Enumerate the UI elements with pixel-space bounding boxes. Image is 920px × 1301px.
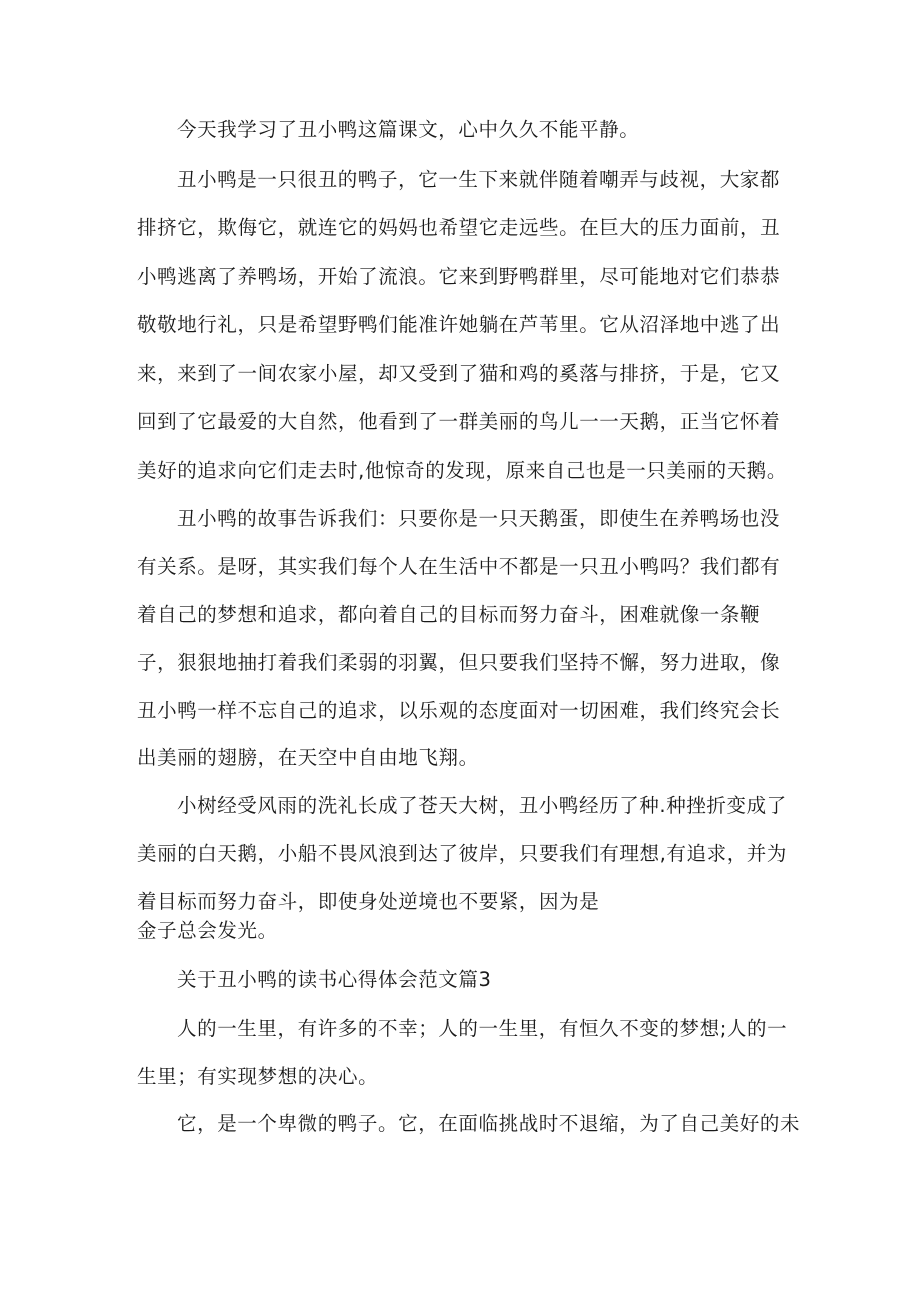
text-line: 丑小鸭一样不忘自己的追求，以乐观的态度面对一切困难，我们终究会长 xyxy=(137,699,781,722)
text-line: 来，来到了一间农家小屋，却又受到了猫和鸡的奚落与排挤，于是，它又 xyxy=(137,362,781,385)
text-line: 小树经受风雨的洗礼长成了苍天大树，丑小鸭经历了种.种挫折变成了 xyxy=(177,794,787,817)
text-line: 丑小鸭的故事告诉我们：只要你是一只天鹅蛋，即使生在养鸭场也没 xyxy=(177,507,781,530)
text-line: 金子总会发光。 xyxy=(137,919,278,942)
text-line: 人的一生里，有许多的不幸；人的一生里，有恒久不变的梦想;人的一 xyxy=(177,1017,788,1040)
text-line: 美丽的白天鹅，小船不畏风浪到达了彼岸，只要我们有理想,有追求，并为 xyxy=(137,842,787,865)
text-line: 小鸭逃离了养鸭场，开始了流浪。它来到野鸭群里，尽可能地对它们恭恭 xyxy=(137,265,781,288)
text-line: 美好的追求向它们走去时,他惊奇的发现，原来自己也是一只美丽的天鹅。 xyxy=(137,459,787,482)
text-line: 排挤它，欺侮它，就连它的妈妈也希望它走远些。在巨大的压力面前，丑 xyxy=(137,216,781,239)
text-line: 它，是一个卑微的鸭子。它，在面临挑战时不退缩，为了自己美好的未 xyxy=(177,1112,801,1135)
text-line: 着目标而努力奋斗，即使身处逆境也不要紧，因为是 xyxy=(137,890,600,913)
text-line: 今天我学习了丑小鸭这篇课文，心中久久不能平静。 xyxy=(177,118,640,141)
text-line: 丑小鸭是一只很丑的鸭子，它一生下来就伴随着嘲弄与歧视，大家都 xyxy=(177,168,781,191)
text-line: 子，狠狠地抽打着我们柔弱的羽翼，但只要我们坚持不懈，努力进取，像 xyxy=(137,651,781,674)
text-line: 有关系。是呀，其实我们每个人在生活中不都是一只丑小鸭吗？我们都有 xyxy=(137,555,781,578)
section-heading: 关于丑小鸭的读书心得体会范文篇3 xyxy=(177,968,492,991)
text-line: 敬敬地行礼，只是希望野鸭们能准许她躺在芦苇里。它从沼泽地中逃了出 xyxy=(137,313,781,336)
text-line: 回到了它最爱的大自然，他看到了一群美丽的鸟儿一一天鹅，正当它怀着 xyxy=(137,410,781,433)
text-line: 着自己的梦想和追求，都向着自己的目标而努力奋斗，困难就像一条鞭 xyxy=(137,603,761,626)
text-line: 生里；有实现梦想的决心。 xyxy=(137,1065,379,1088)
text-line: 出美丽的翅膀，在天空中自由地飞翔。 xyxy=(137,746,479,769)
